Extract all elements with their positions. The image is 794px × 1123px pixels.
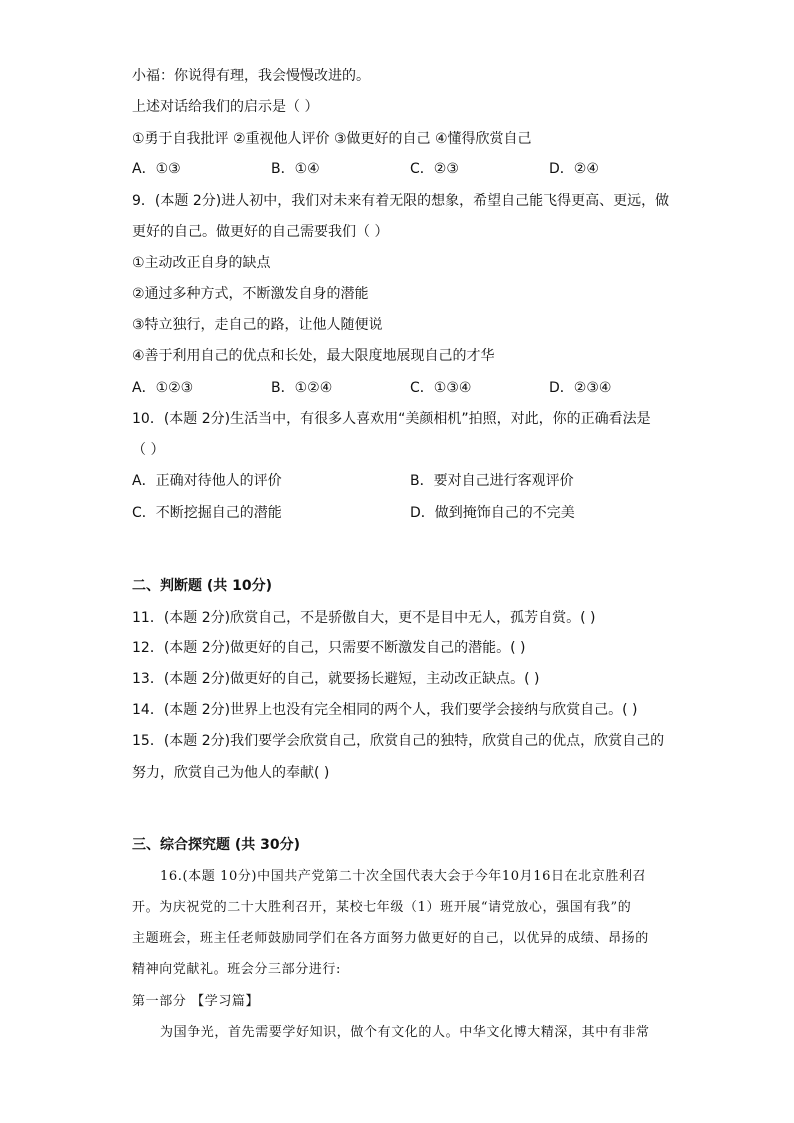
q10-option-a[interactable]: A．正确对待他人的评价 — [132, 473, 282, 489]
q16-line4: 精神向党献礼。班会分三部分进行: — [132, 962, 341, 977]
q16-line1: 16.(本题 10分)中国共产党第二十次全国代表大会于今年10月16日在北京胜利召 — [160, 869, 647, 884]
q8-option-d[interactable]: D．②④ — [549, 161, 599, 177]
q9-stem-line2: 更好的自己。做更好的自己需要我们（ ） — [132, 224, 389, 240]
q8-option-a[interactable]: A．①③ — [132, 161, 181, 177]
q9-item-1: ①主动改正自身的缺点 — [132, 255, 271, 271]
q9-option-a[interactable]: A．①②③ — [132, 380, 194, 396]
q10-stem-line1: 10．(本题 2分)生活当中，有很多人喜欢用“美颜相机”拍照，对此，你的正确看法是 — [132, 411, 651, 427]
q9-option-d[interactable]: D．②③④ — [549, 380, 612, 396]
q10-option-c[interactable]: C．不断挖掘自己的潜能 — [132, 505, 282, 521]
q15-line1: 15．(本题 2分)我们要学会欣赏自己，欣赏自己的独特，欣赏自己的优点，欣赏自己的 — [132, 733, 665, 749]
q9-stem-line1: 9．(本题 2分)进人初中，我们对未来有着无限的想象，希望自己能飞得更高、更远，做 — [132, 193, 670, 209]
part1-heading: 第一部分 【学习篇】 — [132, 994, 260, 1009]
q16-line2: 开。为庆祝党的二十大胜利召开，某校七年级（1）班开展“请党放心，强国有我”的 — [132, 900, 632, 915]
q16-line3: 主题班会，班主任老师鼓励同学们在各方面努力做更好的自己，以优异的成绩、昂扬的 — [132, 931, 649, 946]
section2-title: 二、判断题 (共 10分) — [132, 578, 273, 594]
q11: 11．(本题 2分)欣赏自己，不是骄傲自大，更不是目中无人，孤芳自赏。( ) — [132, 610, 596, 626]
q9-item-4: ④善于利用自己的优点和长处，最大限度地展现自己的才华 — [132, 348, 495, 364]
q9-item-2: ②通过多种方式，不断激发自身的潜能 — [132, 286, 369, 302]
q9-option-c[interactable]: C．①③④ — [410, 380, 472, 396]
q9-item-3: ③特立独行，走自己的路，让他人随便说 — [132, 317, 383, 333]
q8-option-c[interactable]: C．②③ — [410, 161, 459, 177]
q8-dialog-line: 小福：你说得有理，我会慢慢改进的。 — [132, 68, 370, 84]
q10-option-b[interactable]: B．要对自己进行客观评价 — [410, 473, 574, 489]
section3-title: 三、综合探究题 (共 30分) — [132, 837, 301, 853]
q14: 14．(本题 2分)世界上也没有完全相同的两个人，我们要学会接纳与欣赏自己。( ) — [132, 702, 638, 718]
part1-text: 为国争光，首先需要学好知识，做个有文化的人。中华文化博大精深，其中有非常 — [160, 1025, 650, 1040]
q10-option-d[interactable]: D．做到掩饰自己的不完美 — [410, 505, 575, 521]
q8-option-b[interactable]: B．①④ — [271, 161, 320, 177]
q8-stem: 上述对话给我们的启示是（ ） — [132, 99, 319, 115]
q10-stem-line2: （ ） — [132, 442, 165, 458]
q8-items: ①勇于自我批评 ②重视他人评价 ③做更好的自己 ④懂得欣赏自己 — [132, 131, 532, 147]
q13: 13．(本题 2分)做更好的自己，就要扬长避短，主动改正缺点。( ) — [132, 671, 540, 687]
q12: 12．(本题 2分)做更好的自己，只需要不断激发自己的潜能。( ) — [132, 640, 526, 656]
q15-line2: 努力，欣赏自己为他人的奉献( ) — [132, 765, 330, 781]
q9-option-b[interactable]: B．①②④ — [271, 380, 333, 396]
